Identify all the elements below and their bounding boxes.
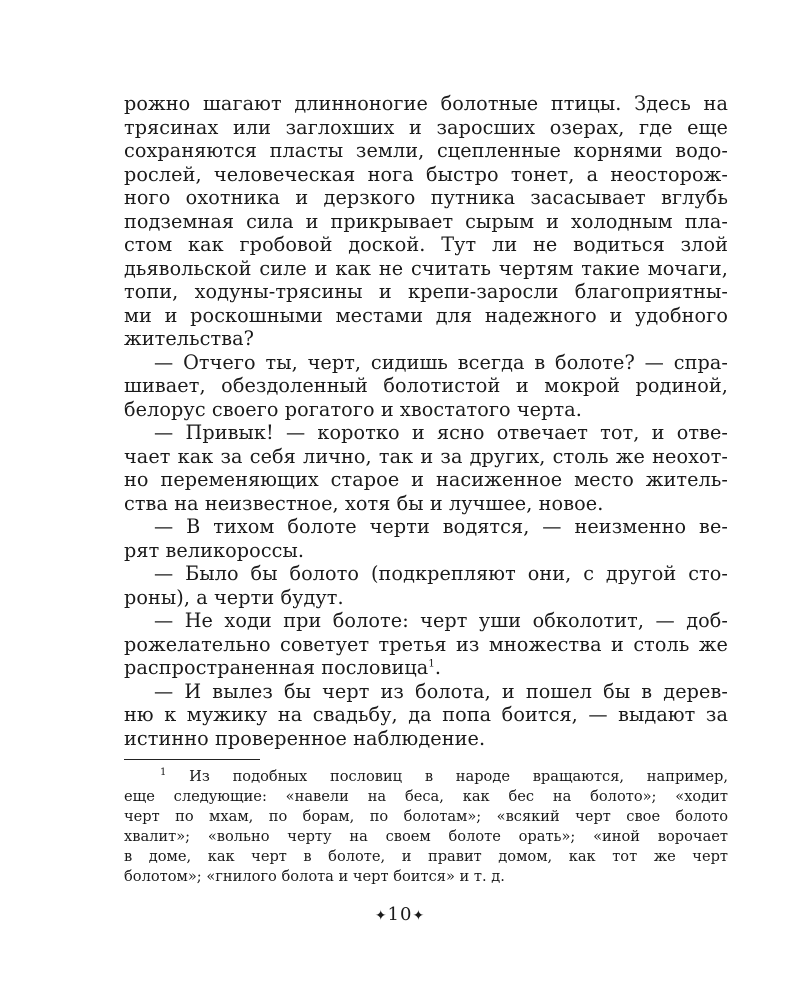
footnote-reference: 1 <box>428 658 435 670</box>
text-line-content: роны), а черти будут. <box>124 585 344 609</box>
text-line-content: белорус своего рогатого и хвостатого черта. <box>124 397 582 421</box>
text-line-content: — Не ходи при болоте: черт уши обколотит, — доб- <box>154 609 728 632</box>
text-line-content: — В тихом болоте черти водятся, — неизменно ве- <box>154 515 728 538</box>
footnote-line-content: еще следующие: «навели на беса, как бес на болото»; «ходит <box>124 788 728 805</box>
text-line-content: ню к мужику на свадьбу, да попа боится, — выдают за <box>124 703 728 726</box>
text-line <box>124 656 728 680</box>
text-line-content: шивает, обездоленный болотистой и мокрой родиной, <box>124 374 728 397</box>
text-line <box>124 727 728 751</box>
text-line <box>124 374 728 398</box>
text-line <box>124 586 728 610</box>
text-line <box>124 633 728 657</box>
text-line-content: ного охотника и дерзкого путника засасывает вглубь <box>124 186 728 209</box>
text-line-content: распространенная пословица <box>124 656 429 679</box>
text-line <box>124 186 728 210</box>
footnote-line-content: болотом»; «гнилого болота и черт боится» и т. д. <box>124 868 505 885</box>
text-line <box>124 327 728 351</box>
text-line-content: жительства? <box>124 327 255 350</box>
text-line <box>124 304 728 328</box>
text-line-content: подземная сила и прикрывает сырым и холодным пла- <box>124 209 728 233</box>
text-line <box>124 492 728 516</box>
text-line <box>124 562 728 586</box>
text-line-content: трясинах или заглохших и заросших озерах, где еще <box>124 115 728 139</box>
text-line-content: дьявольской силе и как не считать чертям такие мочаги, <box>124 256 728 280</box>
text-line <box>124 468 728 492</box>
text-line-content: — Отчего ты, черт, сидишь всегда в болоте? — спра- <box>154 350 728 374</box>
text-line <box>124 515 728 539</box>
text-line-content: рожно шагают длинноногие болотные птицы. Здесь на <box>124 92 728 115</box>
footnote-divider <box>124 759 260 760</box>
text-line <box>124 233 728 257</box>
main-text <box>124 92 728 750</box>
footnote-line <box>124 787 728 807</box>
page-number-text: 10 <box>387 904 413 925</box>
ornament-left-icon: ✦ <box>374 908 388 924</box>
text-line <box>124 445 728 469</box>
text-line-content: сохраняются пласты земли, сцепленные корнями водо- <box>124 139 728 162</box>
text-line-tail: . <box>434 656 442 679</box>
text-line-content: рят великороссы. <box>124 538 305 562</box>
text-line-content: истинно проверенное наблюдение. <box>124 726 486 750</box>
text-line-content: — И вылез бы черт из болота, и пошел бы в дерев- <box>154 679 728 703</box>
text-line <box>124 421 728 445</box>
text-line-content: рожелательно советует третья из множества и столь же <box>124 632 728 656</box>
text-line-content: ства на неизвестное, хотя бы и лучшее, новое. <box>124 491 604 515</box>
ornament-right-icon: ✦ <box>412 908 426 924</box>
footnote-line <box>124 767 728 787</box>
footnote-marker: 1 <box>160 767 167 779</box>
text-line <box>124 116 728 140</box>
text-line-content: — Было бы болото (подкрепляют они, с другой сто- <box>154 562 728 585</box>
text-line <box>124 139 728 163</box>
footnote-line-content: хвалит»; «вольно черту на своем болоте орать»; «иной ворочает <box>124 828 728 845</box>
text-line <box>124 703 728 727</box>
footnote-line-content: черт по мхам, по борам, по болотам»; «всякий черт свое болото <box>124 808 728 825</box>
text-line-content: стом как гробовой доской. Тут ли не водиться злой <box>124 233 728 256</box>
footnote-line <box>124 847 728 867</box>
text-line-content: чает как за себя лично, так и за других, столь же неохот- <box>124 444 728 468</box>
text-line <box>124 163 728 187</box>
footnote-line-content: в доме, как черт в болоте, и правит домом, как тот же черт <box>124 848 728 865</box>
text-line-content: ми и роскошными местами для надежного и удобного <box>124 303 728 327</box>
text-line-content: но переменяющих старое и насиженное место житель- <box>124 468 728 491</box>
text-line <box>124 539 728 563</box>
page-body <box>124 92 728 887</box>
footnote-line <box>124 867 728 887</box>
text-line <box>124 210 728 234</box>
text-line <box>124 257 728 281</box>
text-line-content: рослей, человеческая нога быстро тонет, а неосторож- <box>124 162 728 186</box>
text-line <box>124 398 728 422</box>
text-line <box>124 92 728 116</box>
footnote-line <box>124 827 728 847</box>
footnote-line-content: Из подобных пословиц в народе вращаются, например, <box>189 768 728 785</box>
text-line-content: — Привык! — коротко и ясно отвечает тот, и отве- <box>154 421 728 444</box>
footnote-line <box>124 807 728 827</box>
footnote <box>124 767 728 887</box>
text-line <box>124 351 728 375</box>
page-number <box>0 904 800 925</box>
text-line <box>124 609 728 633</box>
text-line <box>124 680 728 704</box>
text-line <box>124 280 728 304</box>
text-line-content: топи, ходуны-трясины и крепи-заросли благоприятны- <box>124 280 728 303</box>
